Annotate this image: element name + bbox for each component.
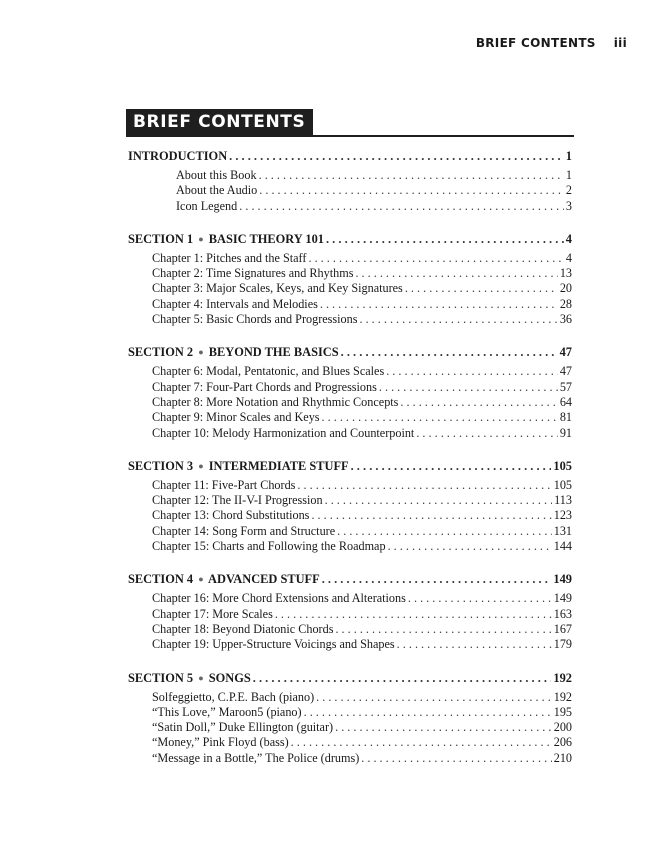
leader-dots <box>297 478 551 493</box>
leader-dots <box>388 539 552 554</box>
toc-entry-label: Chapter 10: Melody Harmonization and Counterpoint <box>152 425 415 440</box>
toc-entry-label: Icon Legend <box>176 198 238 213</box>
leader-dots <box>229 148 564 164</box>
toc-entry[interactable] <box>128 199 572 214</box>
leader-dots <box>326 231 564 247</box>
toc-section-heading[interactable] <box>128 458 572 474</box>
toc-entry-label: About the Audio <box>176 183 258 198</box>
bullet-icon: ● <box>198 233 204 244</box>
leader-dots <box>335 622 551 637</box>
toc-page-number: 167 <box>553 621 572 636</box>
toc-entry[interactable] <box>128 395 572 410</box>
toc-page-number: 64 <box>559 394 572 409</box>
leader-dots <box>397 637 552 652</box>
toc-entry-label: Chapter 8: More Notation and Rhythmic Concepts <box>152 394 399 409</box>
toc-entry[interactable] <box>128 183 572 198</box>
toc-entry-label: Chapter 18: Beyond Diatonic Chords <box>152 621 334 636</box>
toc-entry[interactable] <box>128 266 572 281</box>
toc-entry-label: Chapter 14: Song Form and Structure <box>152 523 336 538</box>
toc-page-number: 105 <box>553 458 572 473</box>
toc-page-number: 149 <box>553 572 572 587</box>
toc-entry[interactable] <box>128 524 572 539</box>
toc-page-number: 20 <box>559 281 572 296</box>
running-head <box>476 36 627 50</box>
toc-section-2 <box>128 344 572 440</box>
section-number: SECTION 1 <box>128 231 194 246</box>
leader-dots <box>379 380 558 395</box>
bullet-icon: ● <box>198 460 204 471</box>
section-number: SECTION 4 <box>128 572 194 587</box>
toc-entry-introduction[interactable] <box>128 148 572 164</box>
toc-page-number: 206 <box>553 735 572 750</box>
section-name: BASIC THEORY 101 <box>208 231 324 246</box>
toc-page-number: 123 <box>553 508 572 523</box>
leader-dots <box>337 524 552 539</box>
toc-section-heading[interactable] <box>128 231 572 247</box>
leader-dots <box>259 168 564 183</box>
toc-page-number: 3 <box>565 198 572 213</box>
toc-introduction <box>128 148 572 214</box>
leader-dots <box>239 199 564 214</box>
toc-entry[interactable] <box>128 508 572 523</box>
section-number: SECTION 2 <box>128 345 194 360</box>
toc-entry[interactable] <box>128 364 572 379</box>
leader-dots <box>405 281 558 296</box>
section-name: ADVANCED STUFF <box>208 572 320 587</box>
toc-page-number: 1 <box>565 168 572 182</box>
toc-section-3 <box>128 458 572 554</box>
leader-dots <box>316 690 552 705</box>
toc-entry[interactable] <box>128 251 572 266</box>
section-number: SECTION 5 <box>128 670 194 685</box>
toc-entry-label: Chapter 12: The II-V-I Progression <box>152 493 323 508</box>
title-rule <box>126 135 574 137</box>
toc-entry-label: Chapter 4: Intervals and Melodies <box>152 296 318 311</box>
toc-entry[interactable] <box>128 720 572 735</box>
bullet-icon: ● <box>198 672 204 683</box>
toc-entry[interactable] <box>128 168 572 183</box>
toc-section-heading[interactable] <box>128 670 572 686</box>
toc-section-4 <box>128 571 572 652</box>
toc-page-number: 105 <box>553 477 572 492</box>
toc-page-number: 57 <box>559 379 572 394</box>
toc-entry[interactable] <box>128 426 572 441</box>
toc-page-number: 47 <box>559 364 572 379</box>
toc-page-number: 1 <box>565 149 572 163</box>
toc-section-5 <box>128 670 572 766</box>
toc-entry-label: Chapter 9: Minor Scales and Keys <box>152 410 320 425</box>
leader-dots <box>416 426 557 441</box>
toc-entry-label: Chapter 17: More Scales <box>152 606 273 621</box>
leader-dots <box>361 751 551 766</box>
leader-dots <box>308 251 563 266</box>
toc-entry[interactable] <box>128 622 572 637</box>
toc-section-1 <box>128 231 572 327</box>
toc-entry[interactable] <box>128 591 572 606</box>
toc-entry-label: Chapter 16: More Chord Extensions and Alterations <box>152 591 406 606</box>
running-head-title: BRIEF CONTENTS <box>475 36 596 50</box>
toc-entry-label: Chapter 19: Upper-Structure Voicings and Shapes <box>152 637 395 652</box>
leader-dots <box>325 493 553 508</box>
leader-dots <box>386 364 558 379</box>
toc-page-number: 149 <box>553 591 572 606</box>
toc-entry-label: “Satin Doll,” Duke Ellington (guitar) <box>152 720 334 735</box>
toc-entry[interactable] <box>128 478 572 493</box>
toc-entry[interactable] <box>128 410 572 425</box>
leader-dots <box>304 705 552 720</box>
leader-dots <box>259 183 564 198</box>
bullet-icon: ● <box>198 347 204 358</box>
toc-entry[interactable] <box>128 637 572 652</box>
toc-page-number: 192 <box>553 670 572 685</box>
leader-dots <box>341 344 558 360</box>
toc-page-number: 195 <box>553 704 572 719</box>
leader-dots <box>253 670 552 686</box>
toc-entry-label: “This Love,” Maroon5 (piano) <box>152 704 302 719</box>
toc-section-heading[interactable] <box>128 571 572 587</box>
toc-page-number: 131 <box>553 523 572 538</box>
toc-entry[interactable] <box>128 493 572 508</box>
leader-dots <box>322 571 552 587</box>
toc-page-number: 36 <box>559 312 572 327</box>
leader-dots <box>311 508 551 523</box>
leader-dots <box>335 720 552 735</box>
toc-page-number: 113 <box>554 493 572 508</box>
section-name: BEYOND THE BASICS <box>208 345 339 360</box>
leader-dots <box>400 395 557 410</box>
toc-entry[interactable] <box>128 380 572 395</box>
toc-entry[interactable] <box>128 607 572 622</box>
toc-entry-label: Chapter 2: Time Signatures and Rhythms <box>152 266 354 281</box>
toc-section-heading[interactable] <box>128 344 572 360</box>
toc-page-number: 91 <box>559 425 572 440</box>
toc-entry-label: Chapter 11: Five-Part Chords <box>152 477 296 492</box>
toc-page-number: 200 <box>553 720 572 735</box>
toc-page-number: 4 <box>565 250 572 265</box>
toc-page-number: 210 <box>553 750 572 765</box>
leader-dots <box>408 591 552 606</box>
toc-page-number: 2 <box>565 183 572 198</box>
toc-entry-label: Chapter 3: Major Scales, Keys, and Key Signatures <box>152 281 403 296</box>
leader-dots <box>291 735 552 750</box>
toc-page-number: 192 <box>553 689 572 704</box>
toc-page-number: 47 <box>559 345 572 360</box>
page-folio: iii <box>613 36 627 50</box>
toc-entry[interactable] <box>128 705 572 720</box>
toc-entry[interactable] <box>128 751 572 766</box>
toc-entry[interactable] <box>128 690 572 705</box>
toc-entry-label: INTRODUCTION <box>128 149 228 163</box>
toc-entry-label: Solfeggietto, C.P.E. Bach (piano) <box>152 689 315 704</box>
bullet-icon: ● <box>198 574 204 585</box>
toc-entry[interactable] <box>128 281 572 296</box>
toc-entry-label: “Message in a Bottle,” The Police (drums) <box>152 750 360 765</box>
leader-dots <box>359 312 557 327</box>
table-of-contents <box>128 148 572 766</box>
section-number: SECTION 3 <box>128 458 194 473</box>
toc-page-number: 4 <box>565 231 572 246</box>
toc-entry[interactable] <box>128 312 572 327</box>
leader-dots <box>355 266 557 281</box>
leader-dots <box>351 458 552 474</box>
section-name: INTERMEDIATE STUFF <box>208 458 349 473</box>
toc-page-number: 179 <box>553 637 572 652</box>
toc-entry[interactable] <box>128 539 572 554</box>
toc-entry[interactable] <box>128 297 572 312</box>
toc-page-number: 81 <box>559 410 572 425</box>
leader-dots <box>320 297 558 312</box>
page-title: BRIEF CONTENTS <box>126 109 313 136</box>
toc-page-number: 13 <box>559 266 572 281</box>
toc-entry-label: “Money,” Pink Floyd (bass) <box>152 735 289 750</box>
toc-entry-label: Chapter 15: Charts and Following the Roadmap <box>152 539 386 554</box>
toc-entry-label: Chapter 6: Modal, Pentatonic, and Blues Scales <box>152 364 385 379</box>
toc-entry-label: Chapter 5: Basic Chords and Progressions <box>152 312 358 327</box>
leader-dots <box>322 410 558 425</box>
toc-page-number: 28 <box>559 296 572 311</box>
toc-entry-label: About this Book <box>176 168 257 182</box>
toc-page-number: 144 <box>553 539 572 554</box>
toc-entry[interactable] <box>128 735 572 750</box>
leader-dots <box>275 607 552 622</box>
toc-entry-label: Chapter 13: Chord Substitutions <box>152 508 310 523</box>
toc-page-number: 163 <box>553 606 572 621</box>
toc-entry-label: Chapter 7: Four-Part Chords and Progressions <box>152 379 377 394</box>
toc-entry-label: Chapter 1: Pitches and the Staff <box>152 250 307 265</box>
section-name: SONGS <box>208 670 251 685</box>
